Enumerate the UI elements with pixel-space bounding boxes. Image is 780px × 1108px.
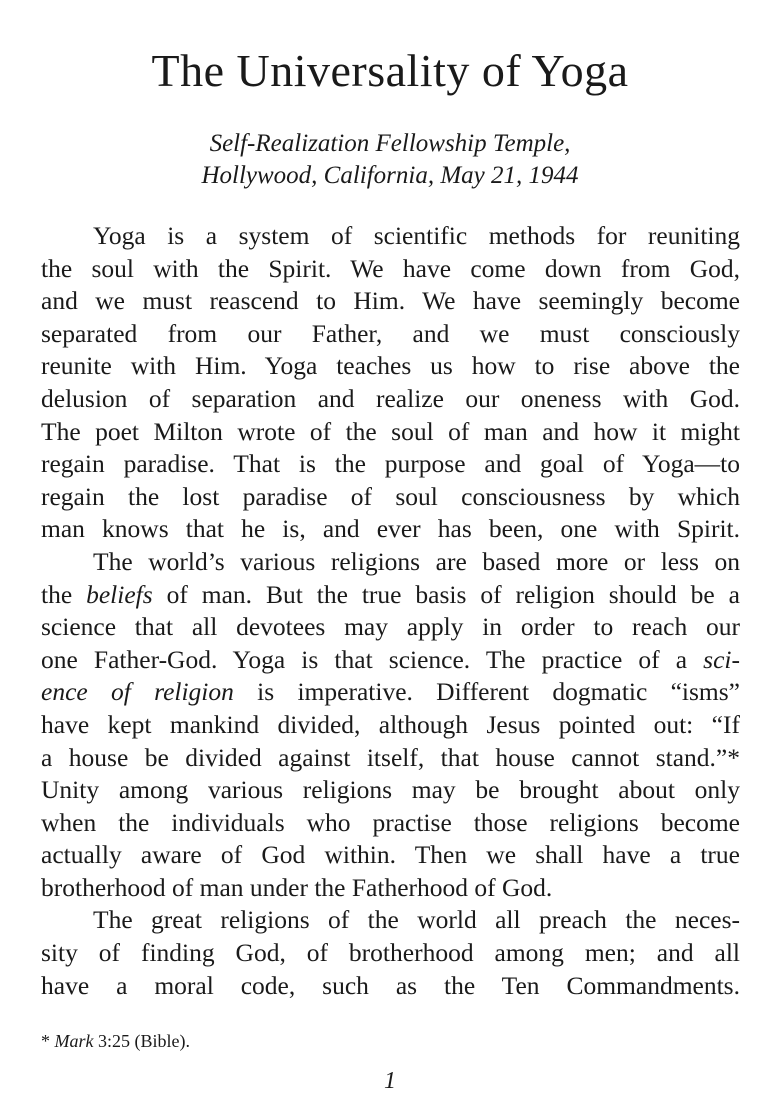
text-line <box>41 383 740 416</box>
page-number: 1 <box>384 1068 396 1094</box>
text-line <box>41 253 740 286</box>
text-line <box>41 742 740 775</box>
chapter-subtitle <box>0 128 780 192</box>
text-segment: when the individuals who practise those religions become <box>41 807 740 837</box>
text-line <box>41 285 740 318</box>
text-line <box>41 448 740 481</box>
footnote-marker: * <box>41 1031 50 1051</box>
text-line <box>41 220 740 253</box>
subtitle-line: Hollywood, California, May 21, 1944 <box>201 162 579 189</box>
text-line <box>41 579 740 612</box>
text-line <box>41 839 740 872</box>
text-segment: regain paradise. That is the purpose and goal of Yoga—to <box>41 449 740 479</box>
text-segment: The great religions of the world all preach the neces- <box>93 905 740 935</box>
text-line <box>41 872 740 905</box>
text-segment: is imperative. Different dogmatic “isms” <box>233 677 740 707</box>
text-segment: the soul with the Spirit. We have come down from God, <box>41 253 740 283</box>
text-segment: The poet Milton wrote of the soul of man and how it might <box>41 416 740 446</box>
text-segment: of man. But the true basis of religion should be a <box>152 579 740 609</box>
text-segment: Unity among various religions may be brought about only <box>41 775 740 805</box>
text-segment: separated from our Father, and we must consciously <box>41 318 740 348</box>
text-segment: the <box>41 579 87 609</box>
subtitle-line: Self-Realization Fellowship Temple, <box>209 130 571 157</box>
italic-text: beliefs <box>86 579 153 609</box>
text-segment: a house be divided against itself, that house cannot stand.”* <box>41 742 740 772</box>
body-text <box>41 220 740 1002</box>
text-segment: sity of finding God, of brotherhood among men; and all <box>41 938 740 968</box>
text-segment: Yoga is a system of scientific methods for reuniting <box>93 221 740 250</box>
text-line <box>41 546 740 579</box>
text-line <box>41 644 740 677</box>
chapter-title: The Universality of Yoga <box>151 45 629 96</box>
text-segment: man knows that he is, and ever has been, one with Spirit. <box>41 514 740 544</box>
text-segment: regain the lost paradise of soul consciousness by which <box>41 481 740 511</box>
text-segment: science that all devotees may apply in order to reach our <box>41 612 740 642</box>
footnote-text: 3:25 (Bible). <box>93 1031 190 1051</box>
text-line <box>41 676 740 709</box>
text-line <box>41 513 740 546</box>
paragraph <box>41 904 740 1002</box>
text-line <box>41 416 740 449</box>
footnote-ref: Mark <box>54 1031 94 1051</box>
text-line <box>41 318 740 351</box>
footnote <box>41 1031 190 1052</box>
text-segment: have kept mankind divided, although Jesus pointed out: “If <box>41 709 740 739</box>
text-segment: brotherhood of man under the Fatherhood of God. <box>41 872 553 902</box>
text-segment: reunite with Him. Yoga teaches us how to rise above the <box>41 351 740 381</box>
text-line <box>41 937 740 970</box>
text-line <box>41 611 740 644</box>
text-segment: and we must reascend to Him. We have seemingly become <box>41 286 740 316</box>
italic-text: ence of religion <box>41 677 234 707</box>
text-line <box>41 709 740 742</box>
text-line <box>41 807 740 840</box>
paragraph <box>41 220 740 546</box>
text-segment: have a moral code, such as the Ten Commandments. <box>41 970 740 1000</box>
text-line <box>41 904 740 937</box>
text-line <box>41 350 740 383</box>
text-line <box>41 481 740 514</box>
italic-text: sci- <box>703 644 740 674</box>
text-line <box>41 970 740 1003</box>
text-segment: The world’s various religions are based more or less on <box>93 546 740 576</box>
text-segment: delusion of separation and realize our oneness with God. <box>41 383 740 413</box>
paragraph <box>41 546 740 905</box>
text-line <box>41 774 740 807</box>
text-segment: one Father-God. Yoga is that science. The practice of a <box>41 644 704 674</box>
text-segment: actually aware of God within. Then we shall have a true <box>41 840 740 870</box>
